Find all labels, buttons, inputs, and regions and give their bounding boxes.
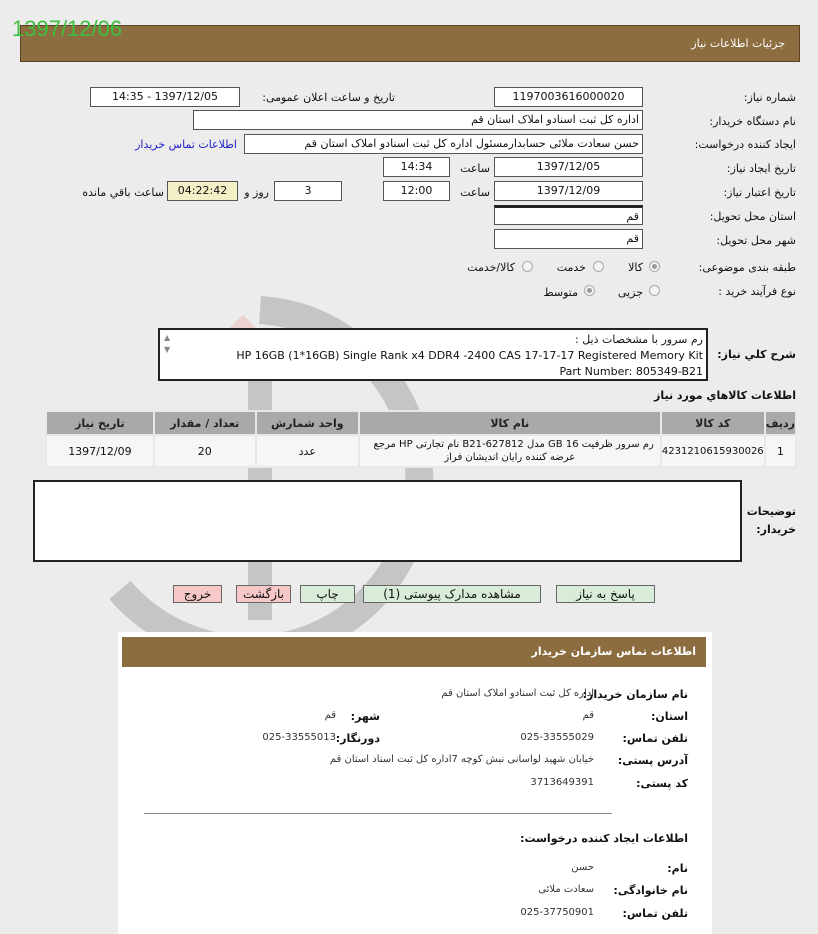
buyer-contact-link[interactable]: اطلاعات تماس خریدار [135, 138, 237, 151]
contact-header [122, 637, 706, 667]
valid-date-field[interactable]: 1397/12/09 [494, 181, 643, 201]
created-date-label: تاریخ ایجاد نیاز: [726, 162, 796, 175]
reply-button[interactable]: پاسخ به نیاز [556, 585, 655, 603]
org-value: اداره کل ثبت اسنادو املاک استان قم [441, 688, 594, 699]
notes-textarea[interactable] [33, 480, 742, 562]
address-label: آدرس پستی: [617, 754, 688, 767]
name-line: عرضه کننده رایان اندیشان فراز [444, 452, 576, 463]
process-option-medium: متوسط [543, 286, 578, 299]
province-label: استان: [651, 710, 688, 723]
province-label: استان محل تحویل: [709, 210, 796, 223]
category-radio-both[interactable] [522, 261, 533, 272]
family-label: نام خانوادگی: [613, 884, 688, 897]
process-radio-minor[interactable] [649, 285, 660, 296]
col-row: ردیف [765, 411, 796, 435]
name-label: نام: [667, 862, 688, 875]
days-field[interactable]: 3 [274, 181, 342, 201]
back-button[interactable]: بازگشت [236, 585, 291, 603]
phone-value: 025-33555029 [520, 732, 594, 743]
address-value: خیابان شهید لواسانی نبش کوچه 7اداره کل ثبت اسناد استان قم [329, 754, 594, 765]
description-textarea[interactable] [158, 328, 708, 381]
days-label: روز و [244, 186, 269, 199]
print-button[interactable]: چاپ [300, 585, 355, 603]
name-value: حسن [571, 862, 594, 873]
need-number-field[interactable]: 1197003616000020 [494, 87, 643, 107]
created-time-label: ساعت [460, 162, 490, 175]
view-documents-button[interactable]: مشاهده مدارک پیوستی (1) [363, 585, 541, 603]
remaining-time: 04:22:42 [167, 181, 238, 201]
cell-code: 4231210615930026 [661, 435, 765, 467]
category-option-goods: کالا [628, 261, 643, 274]
divider [144, 813, 612, 814]
name-line: رم سرور ظرفیت 16 GB مدل 627812-B21 نام تجارتی HP مرجع [373, 439, 654, 450]
city-field[interactable]: قم [494, 229, 643, 249]
description-line: رم سرور با مشخصات ذیل : [575, 333, 703, 346]
overlay-date: 1397/12/06 [12, 16, 123, 41]
creator-phone-label: تلفن تماس: [622, 907, 688, 920]
buyer-label: نام دستگاه خریدار: [709, 115, 796, 128]
exit-button[interactable]: خروج [173, 585, 222, 603]
cell-name [359, 435, 661, 467]
col-qty: تعداد / مقدار [154, 411, 256, 435]
cell-unit: عدد [256, 435, 359, 467]
fax-value: 025-33555013 [262, 732, 336, 743]
buyer-field[interactable]: اداره کل ثبت اسنادو املاک استان قم [193, 110, 643, 130]
table-header-row [46, 411, 796, 435]
col-unit: واحد شمارش [256, 411, 359, 435]
category-label: طبقه بندی موضوعی: [698, 261, 796, 274]
org-label: نام سازمان خریدار: [582, 688, 688, 701]
announce-field[interactable]: 1397/12/05 - 14:35 [90, 87, 240, 107]
notes-label: توضیحات خریدار: [746, 505, 796, 536]
fax-label: دورنگار: [335, 732, 380, 745]
table-row [46, 435, 796, 467]
creator-label: ایجاد کننده درخواست: [694, 138, 796, 151]
process-label: نوع فرآیند خرید : [718, 285, 796, 298]
cell-qty: 20 [154, 435, 256, 467]
category-radio-service[interactable] [593, 261, 604, 272]
description-label: شرح کلي نياز: [717, 348, 796, 361]
buyer-contact-panel [118, 632, 712, 934]
col-code: کد کالا [661, 411, 765, 435]
need-number-label: شماره نیاز: [743, 91, 796, 104]
page-title: جزئیات اطلاعات نیاز [691, 37, 785, 50]
valid-time-field[interactable]: 12:00 [383, 181, 450, 201]
city-value: قم [324, 710, 336, 721]
process-radio-medium[interactable] [584, 285, 595, 296]
cell-date: 1397/12/09 [46, 435, 154, 467]
creator-section-title: اطلاعات ایجاد کننده درخواست: [520, 832, 688, 845]
city-label: شهر محل تحویل: [716, 234, 796, 247]
category-option-both: کالا/خدمت [467, 261, 515, 274]
postal-value: 3713649391 [530, 777, 594, 788]
province-field[interactable]: قم [494, 205, 643, 225]
province-value: قم [582, 710, 594, 721]
process-option-minor: جزیی [617, 286, 643, 299]
created-time-field[interactable]: 14:34 [383, 157, 450, 177]
city-label: شهر: [350, 710, 380, 723]
description-line: Part Number: 805349-B21 [559, 365, 703, 378]
col-date: تاریخ نیاز [46, 411, 154, 435]
announce-label: تاریخ و ساعت اعلان عمومی: [262, 91, 395, 104]
valid-date-label: تاریخ اعتبار نیاز: [723, 186, 796, 199]
created-date-field[interactable]: 1397/12/05 [494, 157, 643, 177]
postal-label: کد پستی: [636, 777, 688, 790]
valid-time-label: ساعت [460, 186, 490, 199]
items-title: اطلاعات کالاهاي مورد نياز [654, 389, 796, 402]
page-header [20, 25, 800, 62]
creator-phone-value: 025-37750901 [520, 907, 594, 918]
cell-row: 1 [765, 435, 796, 467]
family-value: سعادت ملائی [538, 884, 594, 895]
items-table [45, 410, 797, 468]
col-name: نام کالا [359, 411, 661, 435]
category-option-service: خدمت [556, 261, 586, 274]
phone-label: تلفن تماس: [622, 732, 688, 745]
category-radio-goods[interactable] [649, 261, 660, 272]
creator-field[interactable]: حسن سعادت ملائی حسابدارمسئول اداره کل ثبت اسنادو املاک استان قم [244, 134, 643, 154]
contact-title: اطلاعات تماس سازمان خریدار [531, 645, 696, 658]
scrollbar[interactable]: ▲ ▼ [164, 333, 171, 354]
description-line: HP 16GB (1*16GB) Single Rank x4 DDR4 -2400 CAS 17-17-17 Registered Memory Kit [236, 349, 703, 362]
remaining-label: ساعت باقي مانده [82, 186, 164, 199]
